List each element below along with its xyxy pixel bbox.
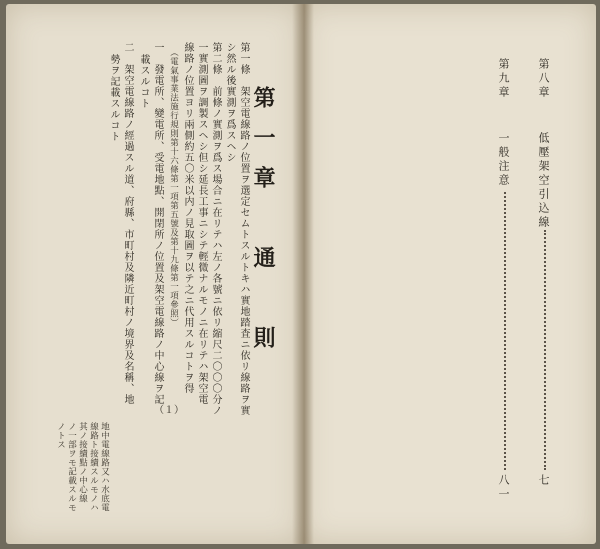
margin-note-line-2: 線路ト接續スルモノハ — [88, 422, 99, 512]
item-2: 二 架空電線路ノ經過スル道、府縣、市町村及隣近町村ノ境界及名稱、地 — [122, 42, 133, 405]
toc-chapter-9-page: 八一 — [497, 474, 510, 502]
toc-chapter-9-leader — [504, 192, 506, 470]
book-gutter — [292, 4, 314, 544]
item-2-continuation: 勢ヲ記載スルコト — [108, 54, 119, 142]
right-page — [302, 4, 596, 544]
article-2-column: 第二條 前條ノ實測ヲ爲ス場合ニ在リテハ左ノ各號ニ依リ縮尺二〇〇〇分ノ — [210, 42, 221, 416]
toc-chapter-8-title: 低壓架空引込線 — [537, 132, 550, 230]
margin-note-line-1: 地中電線路又ハ水底電 — [99, 422, 110, 512]
regulation-reference-note: （電氣事業法施行規則第十六條第一項第五號及第十九條第一項參照） — [168, 48, 179, 327]
margin-note-line-4: ノ一部ヲモ記載スルモ — [66, 422, 77, 512]
article-2-continuation-2: 線路ノ位置ヨリ兩側約五〇米以内ノ見取圖ヲ以テ之ニ代用スルコトヲ得 — [182, 42, 193, 394]
chapter-title: 第一章 通 則 — [250, 86, 276, 366]
toc-chapter-9-title: 一般注意 — [497, 132, 510, 188]
margin-note-line-5: ノトス — [55, 422, 66, 449]
page-number: （１） — [154, 405, 184, 416]
item-1: 一 發電所、變電所、受電地點、開閉所ノ位置及架空電線路ノ中心線ヲ記 — [152, 42, 163, 405]
article-1-column: 第一條 架空電線路ノ位置ヲ選定セムトスルトキハ實地踏査ニ依リ線路ヲ實 — [238, 42, 249, 416]
toc-chapter-8-number: 第八章 — [537, 58, 550, 100]
toc-chapter-8-leader — [544, 230, 546, 470]
left-page — [6, 4, 302, 544]
toc-chapter-8-page: 七 — [537, 474, 550, 488]
article-1-continuation: シ然ル後實測ヲ爲スヘシ — [224, 42, 235, 163]
toc-chapter-9-number: 第九章 — [497, 58, 510, 100]
open-book — [6, 4, 596, 544]
margin-note-line-3: 其ノ接續點ノ中心線 — [77, 422, 88, 503]
article-2-continuation-1: 一實測圖ヲ調製スヘシ但シ延長工事ニシテ輕微ナルモノニ在リテハ架空電 — [196, 42, 207, 405]
item-1-continuation: 載スルコト — [138, 54, 149, 109]
